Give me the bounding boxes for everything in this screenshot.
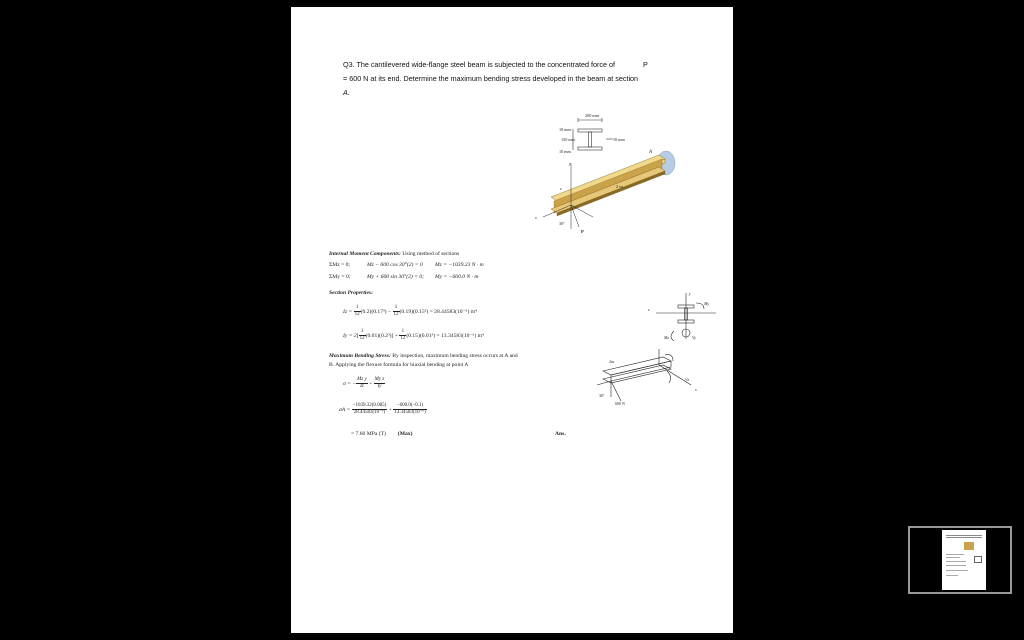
eq-sigma: σ = − $\frac{\text{Mz y}}{Iz}$ + $\frac{\text{My z}}{Iy}$ <box>343 377 385 389</box>
fbd-2m-label: 2m <box>609 359 615 364</box>
dim-10-top: 10 mm <box>559 127 571 132</box>
mbs-line-2: B. Applying the flexure formula for biaxial bending at point A <box>329 362 469 368</box>
dim-150: 150 mm <box>561 137 575 142</box>
result-line: = 7.60 MPa (T) (Max) <box>351 431 413 437</box>
fbd-x-label: x <box>695 387 697 392</box>
cross-section-icon <box>573 118 613 150</box>
answer-label: Ans. <box>555 431 566 437</box>
fbd-z-label: z <box>648 307 650 312</box>
label-A: A <box>649 150 653 155</box>
eq-iz: Iz = $\frac{1}{12}$ (0.2)(0.17³) − $\frac{1}{12}$ (0.19)(0.15³) = 28.44583(10⁻⁶) m⁴ <box>343 305 478 317</box>
force-P-label: P <box>581 229 584 234</box>
section-fbd-diagram <box>646 287 726 347</box>
dim-10-bottom: 10 mm <box>559 149 571 154</box>
axis-y-label: y <box>569 161 571 166</box>
question-line-1: Q3. The cantilevered wide-flange steel beam is subjected to the concentrated force of P <box>343 60 648 69</box>
document-page <box>291 7 733 633</box>
dim-10-right: 10 mm <box>613 137 625 142</box>
imc-line: Internal Moment Components: Using method of sections <box>329 251 460 257</box>
axis-x-label: x <box>535 215 537 220</box>
fbd-y-label: y <box>689 291 691 296</box>
eq-iy: Iy = 2[ $\frac{1}{12}$ (0.01)(0.2³)] + $\frac{1}{12}$ (0.15)(0.01³) = 13.34583(10⁻⁶) m⁴ <box>343 329 484 341</box>
eq-sigma-a: σA = $\frac{-1039.32(0.085)}{\text{28.44583(10⁻⁶)}}$ + $\frac{-600.0(-0.1)}{\text{13.34583(10⁻⁶)}}$ <box>339 403 426 415</box>
fbd-My-label: My <box>704 301 710 306</box>
fbd-Vz-label: Vz <box>685 377 689 382</box>
fbd-600N-label: 600 N <box>615 401 625 406</box>
beam-figure <box>521 105 691 240</box>
page-thumbnail[interactable] <box>908 526 1012 594</box>
mbs-line-1: Maximum Bending Stress: By inspection, maximum bending stress occurs at A and <box>329 353 518 359</box>
thumbnail-page <box>942 530 986 590</box>
eq-mz: ΣMz = 0; Mz − 600 cos 30°(2) = 0 Mz = −1039.23 N · m <box>329 262 484 268</box>
beam-fbd-diagram <box>591 345 711 407</box>
eq-my: ΣMy = 0; My + 600 sin 30°(2) = 0; My = −600.0 N · m <box>329 274 479 280</box>
fbd-Vy-label: Vy <box>692 335 696 340</box>
fbd-Mz-label: Mz <box>664 335 669 340</box>
question-line-2: = 600 N at its end. Determine the maximum bending stress developed in the beam at section <box>343 74 639 83</box>
section-properties-heading: Section Properties: <box>329 290 373 296</box>
label-2m: 2 m <box>616 184 623 189</box>
question-line-3: A. <box>343 88 350 97</box>
fbd-30-label: 30° <box>599 393 605 398</box>
axis-z-label: z <box>560 186 562 191</box>
dim-200: 200 mm <box>585 113 599 118</box>
angle-label: 30° <box>559 221 565 226</box>
